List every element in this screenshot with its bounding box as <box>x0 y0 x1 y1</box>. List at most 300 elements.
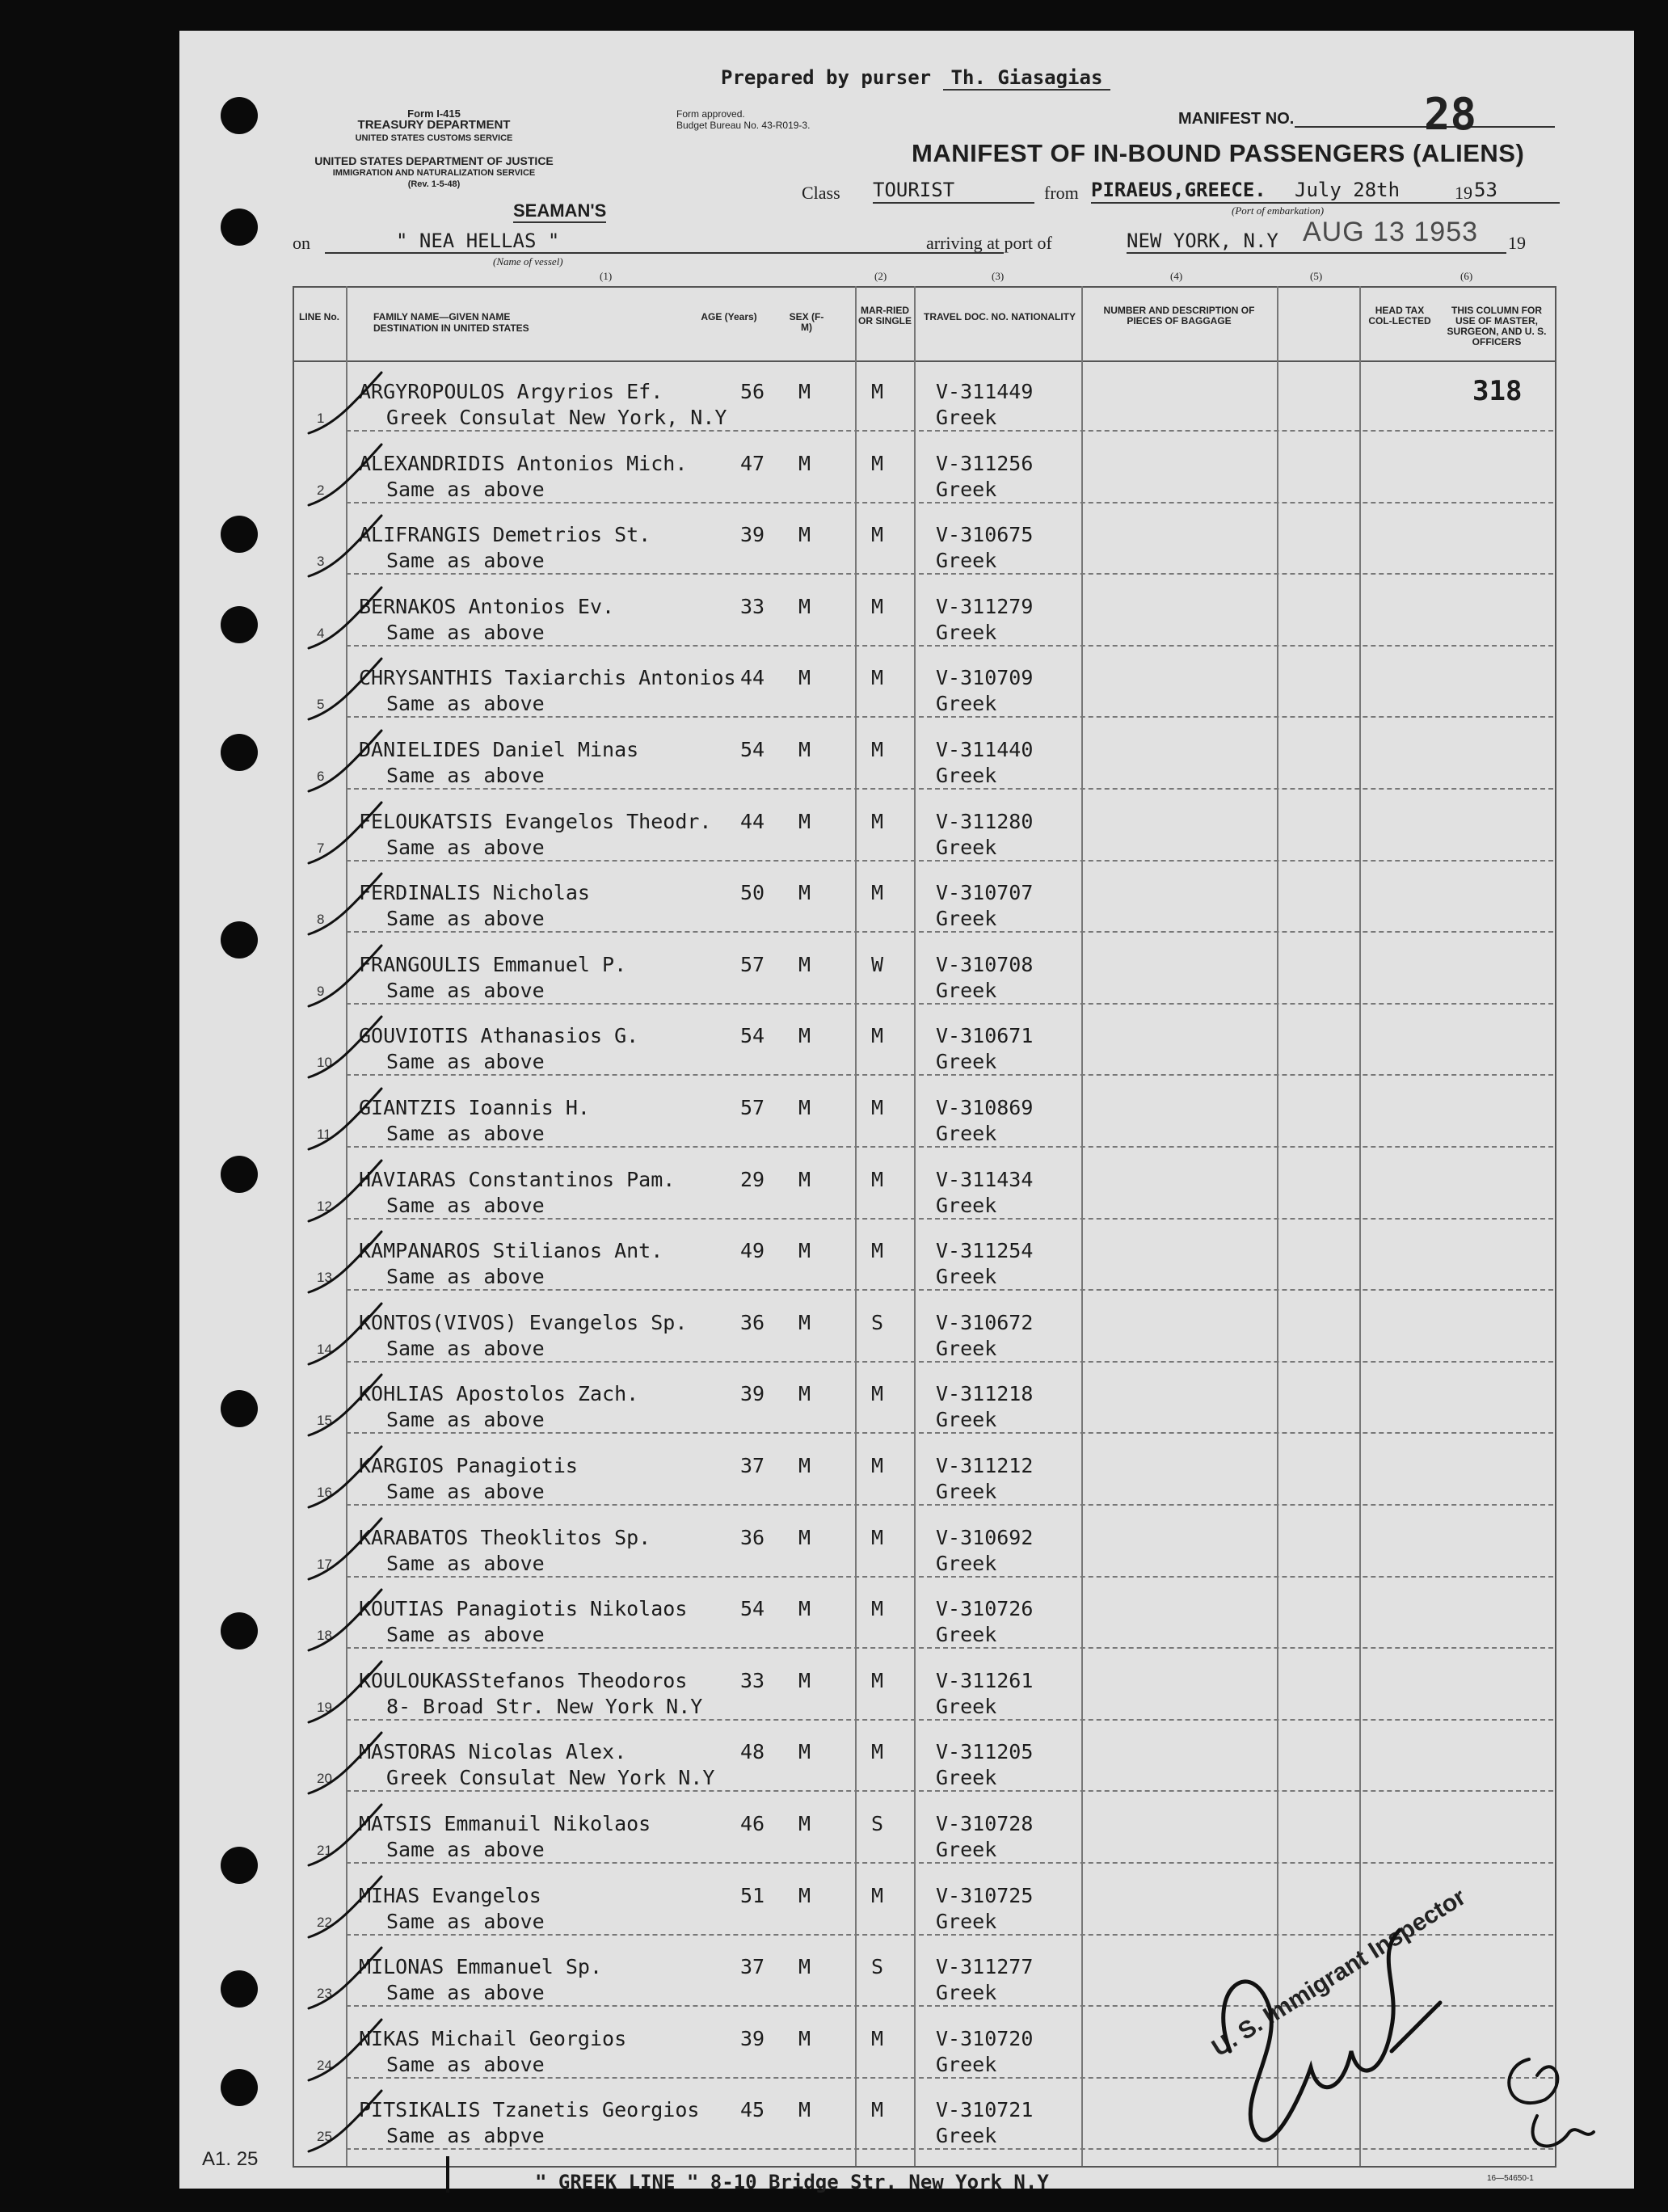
passenger-destination: Same as above <box>386 1408 545 1432</box>
checkmark-icon <box>301 870 390 942</box>
passenger-age: 51 <box>740 1883 765 1907</box>
punch-hole <box>221 1970 258 2008</box>
travel-doc-number: V-311261 <box>936 1668 1034 1692</box>
line-number: 3 <box>317 554 325 570</box>
justice-department: UNITED STATES DEPARTMENT OF JUSTICE <box>314 154 554 167</box>
marital-status: S <box>871 1955 884 1979</box>
from-port: PIRAEUS,GREECE. <box>1091 179 1266 201</box>
footer-left-note: A1. 25 <box>202 2148 259 2170</box>
passenger-age: 36 <box>740 1525 765 1549</box>
checkmark-icon <box>301 1515 390 1587</box>
punch-hole <box>221 2069 258 2106</box>
passenger-age: 36 <box>740 1310 765 1334</box>
marital-status: M <box>871 881 884 905</box>
nationality: Greek <box>936 907 997 931</box>
passenger-age: 39 <box>740 2026 765 2050</box>
manifest-number: 28 <box>1424 89 1477 140</box>
arrival-year-label: 19 <box>1508 233 1526 253</box>
passenger-name: GIANTZIS Ioannis H. <box>359 1096 590 1119</box>
class-label: Class <box>802 183 840 203</box>
checkmark-icon <box>301 1801 390 1873</box>
passenger-destination: Same as above <box>386 1909 545 1933</box>
passenger-destination: Same as above <box>386 1551 545 1575</box>
nationality: Greek <box>936 835 997 859</box>
nationality: Greek <box>936 549 997 573</box>
line-number: 21 <box>317 1843 332 1858</box>
vessel-underline <box>325 252 1004 254</box>
form-revision: (Rev. 1-5-48) <box>407 179 461 189</box>
arrival-date-stamp: AUG 13 1953 <box>1303 217 1479 247</box>
col-num-1: (1) <box>600 270 613 282</box>
col-num-5: (5) <box>1310 270 1323 282</box>
checkmark-icon <box>301 1228 390 1300</box>
passenger-name: MILONAS Emmanuel Sp. <box>359 1955 603 1979</box>
nationality: Greek <box>936 978 997 1002</box>
passenger-destination: Same as above <box>386 907 545 931</box>
marital-status: M <box>871 809 884 833</box>
line-number: 1 <box>317 411 325 426</box>
passenger-sex: M <box>798 1382 811 1406</box>
passenger-age: 44 <box>740 809 765 833</box>
passenger-age: 39 <box>740 1382 765 1406</box>
checkmark-icon <box>301 440 390 513</box>
passenger-sex: M <box>798 666 811 690</box>
nationality: Greek <box>936 1623 997 1647</box>
checkmark-icon <box>301 1873 390 1945</box>
passenger-sex: M <box>798 1597 811 1621</box>
checkmark-icon <box>301 2087 390 2159</box>
punch-hole <box>221 1156 258 1193</box>
table-row <box>179 1435 1634 1506</box>
passenger-age: 45 <box>740 2098 765 2122</box>
passenger-name: KAMPANAROS Stilianos Ant. <box>359 1239 663 1263</box>
col-header-family-name: FAMILY NAME—GIVEN NAME <box>373 311 511 322</box>
punch-hole <box>221 516 258 553</box>
marital-status: M <box>871 594 884 618</box>
line-number: 12 <box>317 1198 332 1214</box>
travel-doc-number: V-310869 <box>936 1096 1034 1119</box>
checkmark-icon <box>301 1085 390 1157</box>
line-number: 13 <box>317 1270 332 1286</box>
table-row <box>179 1363 1634 1434</box>
passenger-destination: Same as above <box>386 1623 545 1647</box>
passenger-destination: Same as above <box>386 1336 545 1360</box>
table-row <box>179 1793 1634 1864</box>
travel-doc-number: V-311279 <box>936 594 1034 618</box>
passenger-sex: M <box>798 1955 811 1979</box>
line-number: 8 <box>317 912 325 928</box>
col-header-sex: SEX (F-M) <box>789 311 824 333</box>
passenger-destination: Same as above <box>386 1480 545 1503</box>
nationality: Greek <box>936 1694 997 1718</box>
table-row <box>179 1506 1634 1578</box>
class-line <box>802 183 840 204</box>
passenger-name: KOULOUKASStefanos Theodoros <box>359 1668 688 1692</box>
passenger-name: BERNAKOS Antonios Ev. <box>359 594 615 618</box>
checkmark-icon <box>301 1300 390 1372</box>
passenger-destination: Same as above <box>386 2052 545 2076</box>
travel-doc-number: V-311256 <box>936 451 1034 475</box>
marital-status: M <box>871 1525 884 1549</box>
table-row <box>179 432 1634 503</box>
col-num-3: (3) <box>992 270 1005 282</box>
travel-doc-number: V-311212 <box>936 1454 1034 1477</box>
punch-hole <box>221 97 258 134</box>
travel-doc-number: V-310708 <box>936 952 1034 976</box>
punch-hole <box>221 606 258 643</box>
nationality: Greek <box>936 1408 997 1432</box>
col-header-age: AGE (Years) <box>701 311 757 322</box>
checkmark-icon <box>301 512 390 584</box>
marital-status: M <box>871 1740 884 1764</box>
marital-status: M <box>871 1167 884 1191</box>
passenger-sex: M <box>798 380 811 403</box>
checkmark-icon <box>301 1443 390 1515</box>
inspector-stamp: U. S. Immigrant Inspector <box>1207 1883 1471 2062</box>
footer-agent-address: " GREEK LINE " 8-10 Bridge Str. New York N.Y <box>535 2171 1049 2193</box>
passenger-name: NIKAS Michail Georgios <box>359 2026 627 2050</box>
passenger-age: 44 <box>740 666 765 690</box>
passenger-sex: M <box>798 738 811 761</box>
table-row <box>179 933 1634 1005</box>
passenger-sex: M <box>798 1883 811 1907</box>
line-number: 20 <box>317 1771 332 1787</box>
nationality: Greek <box>936 1050 997 1074</box>
checkmark-icon <box>301 2016 390 2088</box>
class-value: TOURIST <box>873 179 955 201</box>
punch-hole <box>221 1390 258 1427</box>
table-row <box>179 1005 1634 1076</box>
nationality: Greek <box>936 1981 997 2005</box>
passenger-age: 39 <box>740 523 765 547</box>
table-row <box>179 790 1634 862</box>
passenger-sex: M <box>798 1096 811 1119</box>
line-number: 22 <box>317 1914 332 1930</box>
passenger-name: ALEXANDRIDIS Antonios Mich. <box>359 451 688 475</box>
marital-status: M <box>871 523 884 547</box>
travel-doc-number: V-311205 <box>936 1740 1034 1764</box>
marital-status: M <box>871 1454 884 1477</box>
footer-tick-mark <box>446 2156 449 2193</box>
passenger-age: 56 <box>740 380 765 403</box>
passenger-age: 50 <box>740 881 765 905</box>
nationality: Greek <box>936 1551 997 1575</box>
passenger-sex: M <box>798 1525 811 1549</box>
punch-hole <box>221 209 258 246</box>
marital-status: M <box>871 1597 884 1621</box>
manifest-no-label: MANIFEST NO. <box>1178 110 1295 128</box>
nationality: Greek <box>936 477 997 501</box>
passenger-destination: Same as above <box>386 549 545 573</box>
on-label: on <box>293 233 310 253</box>
passenger-age: 54 <box>740 1597 765 1621</box>
travel-doc-number: V-310725 <box>936 1883 1034 1907</box>
seamans-label: SEAMAN'S <box>513 200 606 223</box>
table-row <box>179 1077 1634 1148</box>
travel-doc-number: V-310709 <box>936 666 1034 690</box>
treasury-department: TREASURY DEPARTMENT <box>357 118 511 132</box>
form-number: Form I-415 <box>407 107 461 120</box>
passenger-name: KOUTIAS Panagiotis Nikolaos <box>359 1597 688 1621</box>
inspector-signature <box>1190 1890 1610 2180</box>
passenger-sex: M <box>798 1239 811 1263</box>
passenger-age: 33 <box>740 1668 765 1692</box>
passenger-sex: M <box>798 881 811 905</box>
officer-notation: 318 <box>1472 375 1523 407</box>
punch-hole <box>221 921 258 959</box>
prepared-by <box>721 66 1110 89</box>
line-number: 24 <box>317 2057 332 2073</box>
passenger-destination: Same as above <box>386 1981 545 2005</box>
nationality: Greek <box>936 1122 997 1145</box>
passenger-sex: M <box>798 1167 811 1191</box>
passenger-name: CHRYSANTHIS Taxiarchis Antonios <box>359 666 736 690</box>
table-row <box>179 862 1634 933</box>
marital-status: M <box>871 380 884 403</box>
passenger-name: KOHLIAS Apostolos Zach. <box>359 1382 639 1406</box>
nationality: Greek <box>936 692 997 716</box>
passenger-name: MASTORAS Nicolas Alex. <box>359 1740 627 1764</box>
checkmark-icon <box>301 584 390 656</box>
passenger-age: 54 <box>740 1024 765 1048</box>
passenger-destination: Same as above <box>386 978 545 1002</box>
passenger-name: FERDINALIS Nicholas <box>359 881 590 905</box>
passenger-name: ALIFRANGIS Demetrios St. <box>359 523 651 547</box>
line-number: 4 <box>317 625 325 641</box>
from-label: from <box>1044 183 1079 203</box>
passenger-destination: Same as above <box>386 1050 545 1074</box>
passenger-name: KONTOS(VIVOS) Evangelos Sp. <box>359 1310 688 1334</box>
checkmark-icon <box>301 369 390 441</box>
marital-status: M <box>871 1382 884 1406</box>
nationality: Greek <box>936 1193 997 1217</box>
passenger-sex: M <box>798 451 811 475</box>
passenger-destination: Same as above <box>386 1265 545 1289</box>
marital-status: M <box>871 2026 884 2050</box>
departure-date: July 28th <box>1295 179 1401 201</box>
checkmark-icon <box>301 655 390 727</box>
nationality: Greek <box>936 1909 997 1933</box>
passenger-age: 37 <box>740 1955 765 1979</box>
nationality: Greek <box>936 406 997 429</box>
col-num-6: (6) <box>1460 270 1473 282</box>
passenger-destination: 8- Broad Str. New York N.Y <box>386 1694 703 1718</box>
vessel-label: (Name of vessel) <box>493 255 563 268</box>
passenger-sex: M <box>798 1668 811 1692</box>
travel-doc-number: V-310726 <box>936 1597 1034 1621</box>
checkmark-icon <box>301 1658 390 1730</box>
passenger-age: 37 <box>740 1454 765 1477</box>
col-header-destination: DESTINATION IN UNITED STATES <box>373 322 529 334</box>
passenger-sex: M <box>798 2098 811 2122</box>
nationality: Greek <box>936 2052 997 2076</box>
passenger-age: 29 <box>740 1167 765 1191</box>
line-number: 16 <box>317 1485 332 1500</box>
table-row <box>179 1578 1634 1649</box>
table-row <box>179 718 1634 790</box>
purser-name: Th. Giasagias <box>943 66 1111 91</box>
punch-hole <box>221 734 258 771</box>
vessel-name: " NEA HELLAS " <box>396 230 560 252</box>
checkmark-icon <box>301 798 390 871</box>
port-embarkation-label: (Port of embarkation) <box>1232 204 1325 217</box>
marital-status: M <box>871 2098 884 2122</box>
passenger-name: PITSIKALIS Tzanetis Georgios <box>359 2098 700 2122</box>
travel-doc-number: V-311440 <box>936 738 1034 761</box>
checkmark-icon <box>301 1157 390 1229</box>
checkmark-icon <box>301 1013 390 1085</box>
passenger-sex: M <box>798 1024 811 1048</box>
immigration-service: IMMIGRATION AND NATURALIZATION SERVICE <box>332 168 536 178</box>
passenger-destination: Same as above <box>386 1122 545 1145</box>
table-row <box>179 1148 1634 1220</box>
travel-doc-number: V-311280 <box>936 809 1034 833</box>
passenger-name: MIHAS Evangelos <box>359 1883 541 1907</box>
table-row <box>179 1220 1634 1291</box>
passenger-age: 49 <box>740 1239 765 1263</box>
passenger-name: KARABATOS Theoklitos Sp. <box>359 1525 651 1549</box>
punch-hole <box>221 1847 258 1884</box>
passenger-age: 54 <box>740 738 765 761</box>
passenger-name: FELOUKATSIS Evangelos Theodr. <box>359 809 712 833</box>
travel-doc-number: V-310720 <box>936 2026 1034 2050</box>
marital-status: M <box>871 1024 884 1048</box>
class-underline <box>873 202 1034 204</box>
table-row <box>179 360 1634 432</box>
travel-doc-number: V-310675 <box>936 523 1034 547</box>
travel-doc-number: V-310728 <box>936 1812 1034 1835</box>
marital-status: M <box>871 451 884 475</box>
line-number: 14 <box>317 1341 332 1357</box>
table-row <box>179 503 1634 575</box>
passenger-name: ARGYROPOULOS Argyrios Ef. <box>359 380 663 403</box>
col-num-4: (4) <box>1170 270 1183 282</box>
passenger-name: KARGIOS Panagiotis <box>359 1454 578 1477</box>
marital-status: S <box>871 1310 884 1334</box>
marital-status: W <box>871 952 884 976</box>
passenger-destination: Same as above <box>386 764 545 787</box>
passenger-sex: M <box>798 2026 811 2050</box>
travel-doc-number: V-311434 <box>936 1167 1034 1191</box>
arriving-label: arriving at port of <box>926 233 1052 253</box>
col-header-travel-doc: TRAVEL DOC. NO. NATIONALITY <box>924 311 1076 322</box>
passenger-sex: M <box>798 1740 811 1764</box>
checkmark-icon <box>301 942 390 1014</box>
passenger-name: DANIELIDES Daniel Minas <box>359 738 639 761</box>
marital-status: M <box>871 738 884 761</box>
col-header-officers: THIS COLUMN FOR USE OF MASTER, SURGEON, AND U. S. OFFICERS <box>1447 305 1547 348</box>
passenger-age: 57 <box>740 952 765 976</box>
passenger-age: 57 <box>740 1096 765 1119</box>
col-num-2: (2) <box>874 270 887 282</box>
departure-year: 53 <box>1474 179 1497 201</box>
manifest-title: MANIFEST OF IN-BOUND PASSENGERS (ALIENS) <box>912 139 1525 167</box>
nationality: Greek <box>936 1766 997 1790</box>
marital-status: M <box>871 1096 884 1119</box>
nationality: Greek <box>936 1838 997 1861</box>
nationality: Greek <box>936 2124 997 2148</box>
marital-status: M <box>871 1883 884 1907</box>
marital-status: M <box>871 1668 884 1692</box>
travel-doc-number: V-311218 <box>936 1382 1034 1406</box>
checkmark-icon <box>301 1729 390 1801</box>
checkmark-icon <box>301 1371 390 1443</box>
travel-doc-number: V-310671 <box>936 1024 1034 1048</box>
passenger-destination: Greek Consulat New York N.Y <box>386 1766 715 1790</box>
passenger-sex: M <box>798 952 811 976</box>
arriving-underline <box>1127 252 1506 254</box>
col-header-head-tax: HEAD TAX COL-LECTED <box>1368 305 1431 327</box>
travel-doc-number: V-310692 <box>936 1525 1034 1549</box>
passenger-sex: M <box>798 1454 811 1477</box>
table-row <box>179 575 1634 647</box>
marital-status: M <box>871 666 884 690</box>
line-number: 18 <box>317 1628 332 1644</box>
passenger-age: 48 <box>740 1740 765 1764</box>
travel-doc-number: V-310707 <box>936 881 1034 905</box>
passenger-sex: M <box>798 594 811 618</box>
col-header-married: MAR-RIED OR SINGLE <box>857 305 912 327</box>
prepared-by-label: Prepared by purser <box>721 66 932 89</box>
from-underline <box>1091 202 1560 204</box>
passenger-sex: M <box>798 523 811 547</box>
line-number: 25 <box>317 2129 332 2145</box>
passenger-age: 46 <box>740 1812 765 1835</box>
passenger-destination: Same as above <box>386 692 545 716</box>
passenger-destination: Same as above <box>386 477 545 501</box>
departure-year-prefix: 19 <box>1455 183 1472 203</box>
travel-doc-number: V-311254 <box>936 1239 1034 1263</box>
line-number: 17 <box>317 1556 332 1572</box>
passenger-age: 33 <box>740 594 765 618</box>
punch-hole <box>221 1612 258 1650</box>
marital-status: M <box>871 1239 884 1263</box>
line-number: 23 <box>317 1986 332 2002</box>
arriving-port: NEW YORK, N.Y <box>1127 230 1278 252</box>
line-number: 10 <box>317 1055 332 1071</box>
table-row <box>179 1650 1634 1721</box>
passenger-sex: M <box>798 1310 811 1334</box>
passenger-destination: Same as above <box>386 1838 545 1861</box>
passenger-sex: M <box>798 809 811 833</box>
nationality: Greek <box>936 620 997 644</box>
line-number: 5 <box>317 697 325 713</box>
travel-doc-number: V-311277 <box>936 1955 1034 1979</box>
line-number: 9 <box>317 983 325 999</box>
passenger-age: 47 <box>740 451 765 475</box>
travel-doc-number: V-311449 <box>936 380 1034 403</box>
line-number: 2 <box>317 482 325 498</box>
checkmark-icon <box>301 1944 390 2016</box>
table-row <box>179 1291 1634 1363</box>
passenger-sex: M <box>798 1812 811 1835</box>
nationality: Greek <box>936 1336 997 1360</box>
passenger-destination: Greek Consulat New York, N.Y <box>386 406 727 429</box>
marital-status: S <box>871 1812 884 1835</box>
form-approved: Form approved. <box>676 108 745 120</box>
line-number: 11 <box>317 1127 331 1142</box>
line-number: 7 <box>317 840 325 856</box>
passenger-destination: Same as above <box>386 1193 545 1217</box>
passenger-destination: Same as above <box>386 835 545 859</box>
passenger-name: FRANGOULIS Emmanuel P. <box>359 952 627 976</box>
checkmark-icon <box>301 1586 390 1658</box>
passenger-name: HAVIARAS Constantinos Pam. <box>359 1167 676 1191</box>
passenger-name: MATSIS Emmanuil Nikolaos <box>359 1812 651 1835</box>
travel-doc-number: V-310672 <box>936 1310 1034 1334</box>
line-number: 6 <box>317 769 325 784</box>
col-header-line-no: LINE No. <box>299 311 339 322</box>
